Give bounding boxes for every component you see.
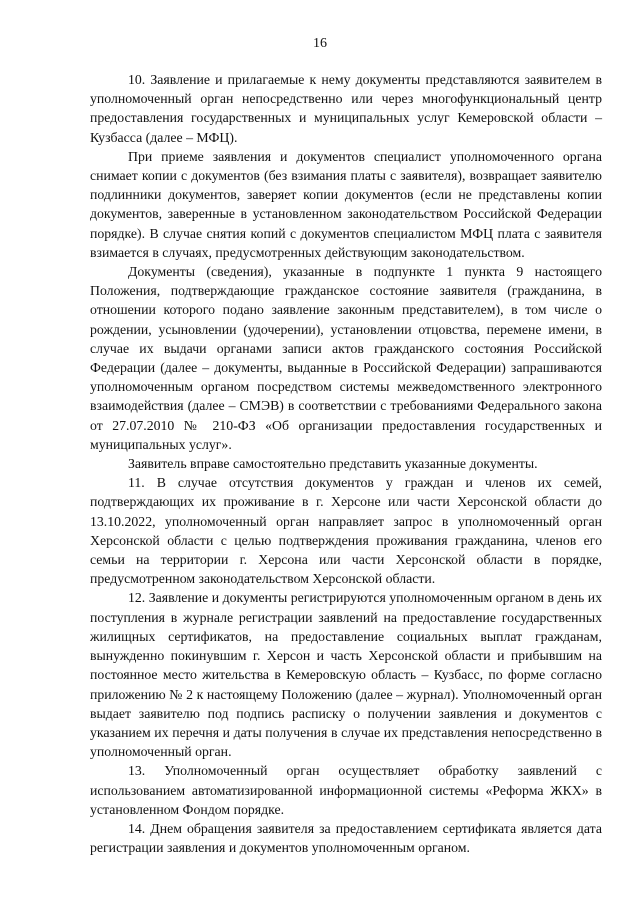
paragraph-10: 10. Заявление и прилагаемые к нему документы представляются заявителем в уполномоченный орган непосредственно или через многофункциональный центр предоставления государственных и муниципальных услуг Кемеровской области – Кузбасса (далее – МФЦ).	[90, 72, 602, 145]
paragraph-12: 12. Заявление и документы регистрируются уполномоченным органом в день их поступления в журнале регистрации заявлений на предоставление государственных жилищных сертификатов, на предоставление социальных выплат гражданам, вынужденно покинувшим г. Херсон и часть Херсонской области и прибывшим на постоянное место жительства в Кемеровскую область – Кузбасс, по форме согласно приложению № 2 к настоящему Положению (далее – журнал). Уполномоченный орган выдает заявителю под подпись расписку о получении заявления и документов с указанием их перечня и даты получения в случае их представления непосредственно в уполномоченный орган.	[90, 590, 602, 760]
page-number: 16	[313, 36, 327, 51]
document-body	[90, 70, 602, 857]
paragraph-14: 14. Днем обращения заявителя за предоставлением сертификата является дата регистрации заявления и документов уполномоченным органом.	[90, 820, 602, 856]
paragraph-copies: При приеме заявления и документов специалист уполномоченного органа снимает копии с документов (без взимания платы с заявителя), возвращает заявителю подлинники документов, заверяет копии документов (если не представлены копии документов, заверенные в установленном законодательством Российской Федерации порядке). В случае снятия копий с документов специалистом МФЦ плата с заявителя взимается в случаях, предусмотренных действующим законодательством.	[90, 148, 602, 260]
paragraph-11: 11. В случае отсутствия документов у граждан и членов их семей, подтверждающих их проживание в г. Херсоне или части Херсонской области до 13.10.2022, уполномоченный орган направляет запрос в уполномоченный орган Херсонской области с целью подтверждения проживания гражданина, членов его семьи на территории г. Херсона или части Херсонской области в порядке, предусмотренном законодательством Херсонской области.	[90, 475, 602, 587]
paragraph-13: 13. Уполномоченный орган осуществляет обработку заявлений с использованием автоматизированной информационной системы «Реформа ЖКХ» в установленном Фондом порядке.	[90, 763, 602, 817]
paragraph-documents-smev: Документы (сведения), указанные в подпункте 1 пункта 9 настоящего Положения, подтверждающие гражданское состояние заявителя (гражданина, в отношении которого подано заявление законным представителем), в том числе о рождении, усыновлении (удочерении), установлении отцовства, перемене имени, в случае их выдачи органами записи актов гражданского состояния Российской Федерации (далее – документы, выданные в Российской Федерации) запрашиваются уполномоченным органом посредством системы межведомственного электронного взаимодействия (далее – СМЭВ) в соответствии с требованиями Федерального закона от 27.07.2010 № 210-ФЗ «Об организации предоставления государственных и муниципальных услуг».	[90, 264, 602, 452]
paragraph-applicant-right: Заявитель вправе самостоятельно представить указанные документы.	[128, 456, 538, 472]
